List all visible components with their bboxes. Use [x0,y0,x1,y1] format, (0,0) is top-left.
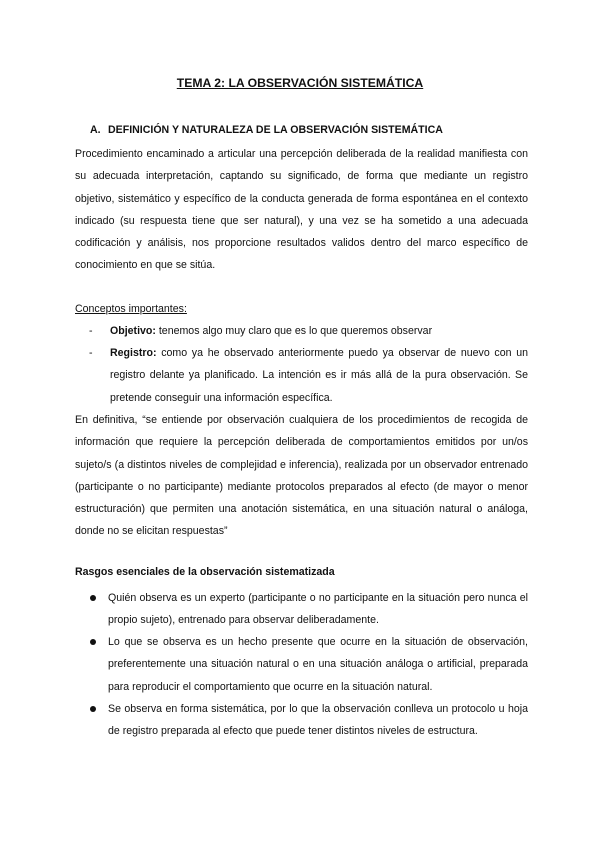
bullet-dot-icon [90,706,96,712]
dash-marker: - [89,347,93,359]
rasgo-bullet-1 [108,587,528,632]
page-title: TEMA 2: LA OBSERVACIÓN SISTEMÁTICA [176,76,424,90]
bullet-dot-icon [90,639,96,645]
definition-intro-paragraph: Procedimiento encaminado a articular una percepción deliberada de la realidad manifiesta con su adecuada interpretación, captando su significado, de forma que mediante un registro objetivo, sistemático y específico de la conducta generada de forma espontánea en el contexto indicado (su respuesta tiene que ser natural), y una vez se ha sometido a una adecuada codificación y análisis, nos proporcione resultados validos dentro del marco específico de conocimiento en que se sitúa. [75,148,528,272]
section-heading-text: DEFINICIÓN Y NATURALEZA DE LA OBSERVACIÓN SISTEMÁTICA [108,124,443,136]
concept-item-objetivo [89,320,528,342]
dash-marker: - [89,325,93,337]
bullet-text: Quién observa es un experto (participante o no participante en la situación pero nunca el propio sujeto), entrenado para observar deliberadamente. [108,592,528,627]
definition-quote-paragraph: En definitiva, “se entiende por observación cualquiera de los procedimientos de recogida de información que requiere la percepción deliberada de comportamientos emitidos por un/os sujeto/s (a distintos niveles de complejidad e inferencia), realizada por un observador entrenado (participante o no participante) mediante protocolos preparados al efecto (de mayor o menor estructuración) que permiten una anotación sistemática, en una situación natural o análoga, donde no se elicitan respuestas” [75,414,528,538]
rasgo-bullet-3 [108,698,528,743]
concept-text: tenemos algo muy claro que es lo que queremos observar [155,325,433,337]
concept-label: Objetivo: [110,325,156,337]
bullet-dot-icon [90,595,96,601]
concept-item-registro [89,342,528,409]
bullet-text: Se observa en forma sistemática, por lo que la observación conlleva un protocolo u hoja de registro preparada al efecto que puede tener distintos niveles de estructura. [108,703,528,738]
rasgos-heading: Rasgos esenciales de la observación sistematizada [75,566,335,578]
concepts-heading: Conceptos importantes: [75,303,187,315]
rasgo-bullet-2 [108,631,528,698]
bullet-text: Lo que se observa es un hecho presente que ocurre en la situación de observación, preferentemente una situación natural o en una situación análoga o artificial, preparada para reproducir el comportamiento que ocurre en la situación natural. [108,636,528,693]
concept-label: Registro: [110,347,157,359]
concept-text: como ya he observado anteriormente puedo ya observar de nuevo con un registro delante ya planificado. La intención es ir más allá de la pura observación. Se pretende conseguir una información específica. [110,347,528,404]
section-letter: A. [90,124,101,136]
section-a-heading [90,124,443,136]
